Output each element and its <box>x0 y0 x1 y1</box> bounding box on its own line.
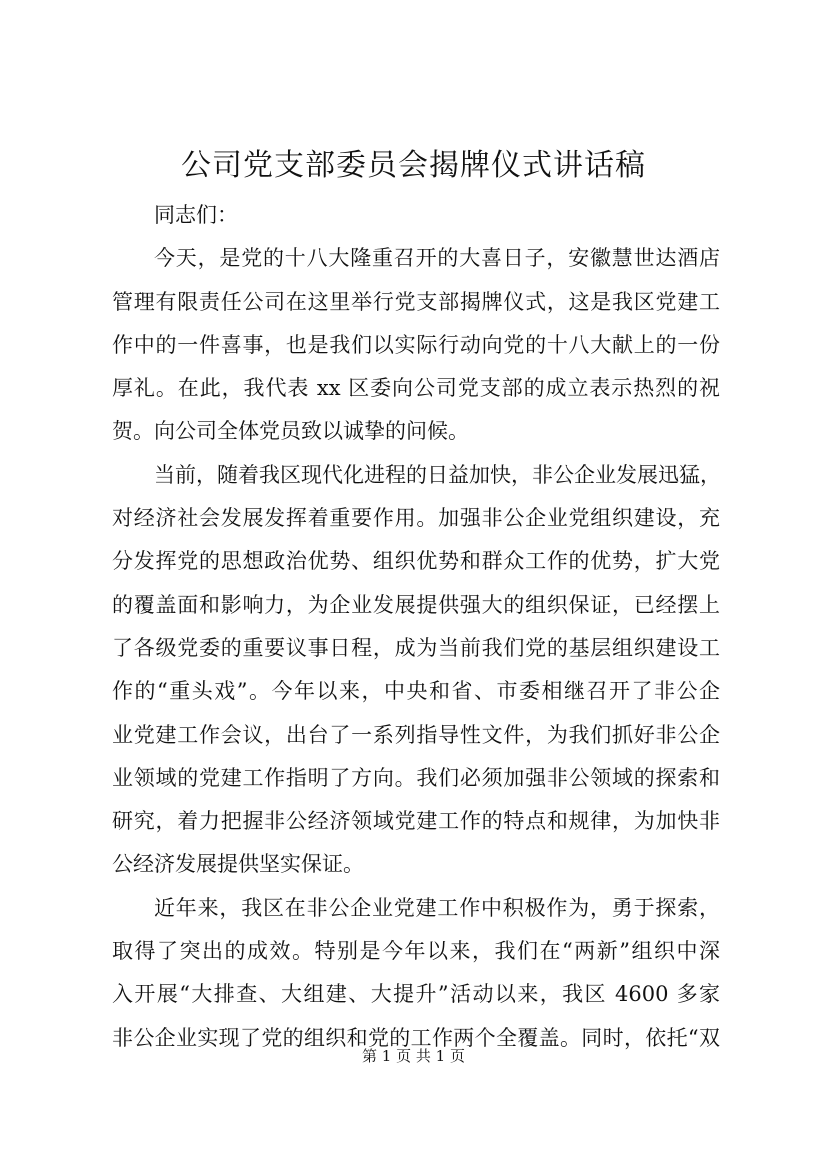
paragraph-line: 非公企业实现了党的组织和党的工作两个全覆盖。同时，依托“双 <box>112 1025 720 1050</box>
paragraph-line: 研究，着力把握非公经济领域党建工作的特点和规律，为加快非 <box>112 809 720 834</box>
paragraph-line: 今天，是党的十八大隆重召开的大喜日子，安徽慧世达酒店 <box>154 246 720 271</box>
paragraph-line: 当前，随着我区现代化进程的日益加快，非公企业发展迅猛， <box>154 462 721 487</box>
paragraph-line: 分发挥党的思想政治优势、组织优势和群众工作的优势，扩大党 <box>112 549 720 574</box>
paragraph-line: 作中的一件喜事，也是我们以实际行动向党的十八大献上的一份 <box>112 332 720 357</box>
paragraph-line: 业领域的党建工作指明了方向。我们必须加强非公领域的探索和 <box>112 765 720 790</box>
paragraph-line: 了各级党委的重要议事日程，成为当前我们党的基层组织建设工 <box>112 635 720 660</box>
paragraph-line: 对经济社会发展发挥着重要作用。加强非公企业党组织建设，充 <box>112 506 720 531</box>
paragraph-line: 作的“重头戏”。今年以来，中央和省、市委相继召开了非公企 <box>112 679 720 704</box>
document-body <box>112 194 720 1060</box>
paragraph-line: 公经济发展提供坚实保证。 <box>112 852 364 877</box>
salutation-line: 同志们： <box>154 203 238 227</box>
paragraph-line: 入开展“大排查、大组建、大提升”活动以来，我区 4600 多家 <box>112 982 720 1007</box>
paragraph-line: 厚礼。在此，我代表 xx 区委向公司党支部的成立表示热烈的祝 <box>112 376 720 401</box>
document-title: 公司党支部委员会揭牌仪式讲话稿 <box>181 148 646 183</box>
page-number-footer: 第 1 页 共 1 页 <box>362 1047 465 1065</box>
paragraph-line: 管理有限责任公司在这里举行党支部揭牌仪式，这是我区党建工 <box>112 289 720 314</box>
paragraph-line: 的覆盖面和影响力，为企业发展提供强大的组织保证，已经摆上 <box>112 592 720 617</box>
paragraph-line: 取得了突出的成效。特别是今年以来，我们在“两新”组织中深 <box>112 939 720 964</box>
paragraph-line: 业党建工作会议，出台了一系列指导性文件，为我们抓好非公企 <box>112 722 720 747</box>
paragraph-line: 贺。向公司全体党员致以诚挚的问候。 <box>112 419 469 444</box>
paragraph-line: 近年来，我区在非公企业党建工作中积极作为，勇于探索， <box>154 895 720 920</box>
